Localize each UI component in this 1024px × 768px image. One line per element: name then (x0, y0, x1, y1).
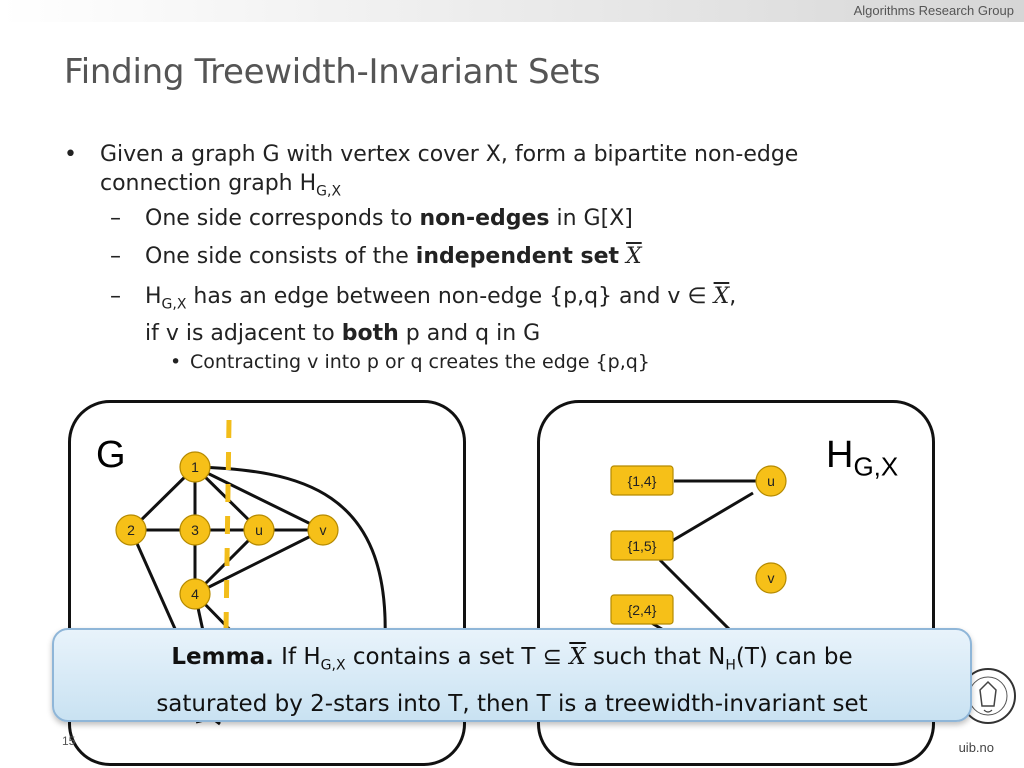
sub-sub-bullet-text: Contracting v into p or q creates the edge {p,q} (190, 351, 650, 373)
h-node-label-24: {2,4} (627, 602, 657, 618)
node-label-v: v (319, 522, 327, 538)
lemma-sub-1: G,X (320, 657, 346, 674)
slide-title: Finding Treewidth-Invariant Sets (64, 52, 601, 92)
bullet-mark: • (170, 351, 182, 373)
lemma-line-1 (54, 638, 970, 685)
graph-h-label-sub: G,X (853, 451, 899, 482)
h-node-label-15: {1,5} (627, 538, 657, 554)
h-node-label-14: {1,4} (627, 473, 657, 489)
sub-bullet-2-bold: independent set (415, 244, 620, 269)
h-node-label-v: v (767, 570, 775, 586)
bullet-1-body: Given a graph G with vertex cover X, form a bipartite non-edge connection graph H (100, 142, 799, 196)
lemma-b: contains a set T ⊆ (345, 644, 570, 670)
sub-bullet-1-bold: non-edges (419, 206, 550, 231)
page-number: 15 (62, 734, 76, 748)
x-bar-symbol: $\overline{X}$ (569, 644, 586, 670)
lemma-sub-2: H (725, 657, 736, 674)
h-node-label-u: u (767, 473, 775, 489)
sub-bullet-2-a: One side consists of the (145, 244, 416, 269)
sub-bullet-1-a: One side corresponds to (145, 206, 420, 231)
dash-mark: – (110, 284, 121, 309)
dash-mark: – (110, 206, 121, 231)
sub-bullet-3-line2-a: if v is adjacent to (145, 321, 342, 347)
lemma-d: (T) can be (735, 644, 853, 670)
sub-bullet-3-bold: both (341, 321, 399, 347)
node-label-1: 1 (191, 459, 199, 475)
lemma-c: such that N (585, 644, 726, 670)
bullet-1-subscript: G,X (316, 183, 342, 200)
bullet-mark: • (64, 142, 77, 167)
node-label-u: u (255, 522, 263, 538)
x-bar-symbol: $\overline{X}$ (713, 284, 730, 309)
sub-bullet-3-subscript: G,X (161, 296, 187, 313)
node-label-2: 2 (127, 522, 135, 538)
dash-mark: – (110, 244, 121, 269)
lemma-line-2: saturated by 2-stars into T, then T is a treewidth-invariant set (156, 690, 868, 717)
lemma-bold: Lemma. (171, 644, 274, 670)
x-bar-symbol: $\overline{X}$ (626, 244, 642, 269)
lemma-callout (52, 628, 972, 722)
sub-bullet-3-h: H (145, 284, 162, 309)
node-label-4: 4 (191, 586, 199, 602)
h-edge-u-15 (660, 493, 753, 548)
header-org-name: Algorithms Research Group (853, 3, 1014, 18)
sub-bullet-3-comma: , (729, 284, 737, 309)
graph-g-label: G (96, 434, 126, 476)
graph-h-label-main: H (826, 434, 854, 476)
node-label-3: 3 (191, 522, 199, 538)
sub-bullet-3-a: has an edge between non-edge {p,q} and v ∈ (186, 284, 714, 309)
sub-bullet-3-line2-b: p and q in G (398, 321, 541, 347)
lemma-a: If H (273, 644, 321, 670)
sub-bullet-1-b: in G[X] (549, 206, 633, 231)
site-footer: uib.no (958, 740, 994, 755)
